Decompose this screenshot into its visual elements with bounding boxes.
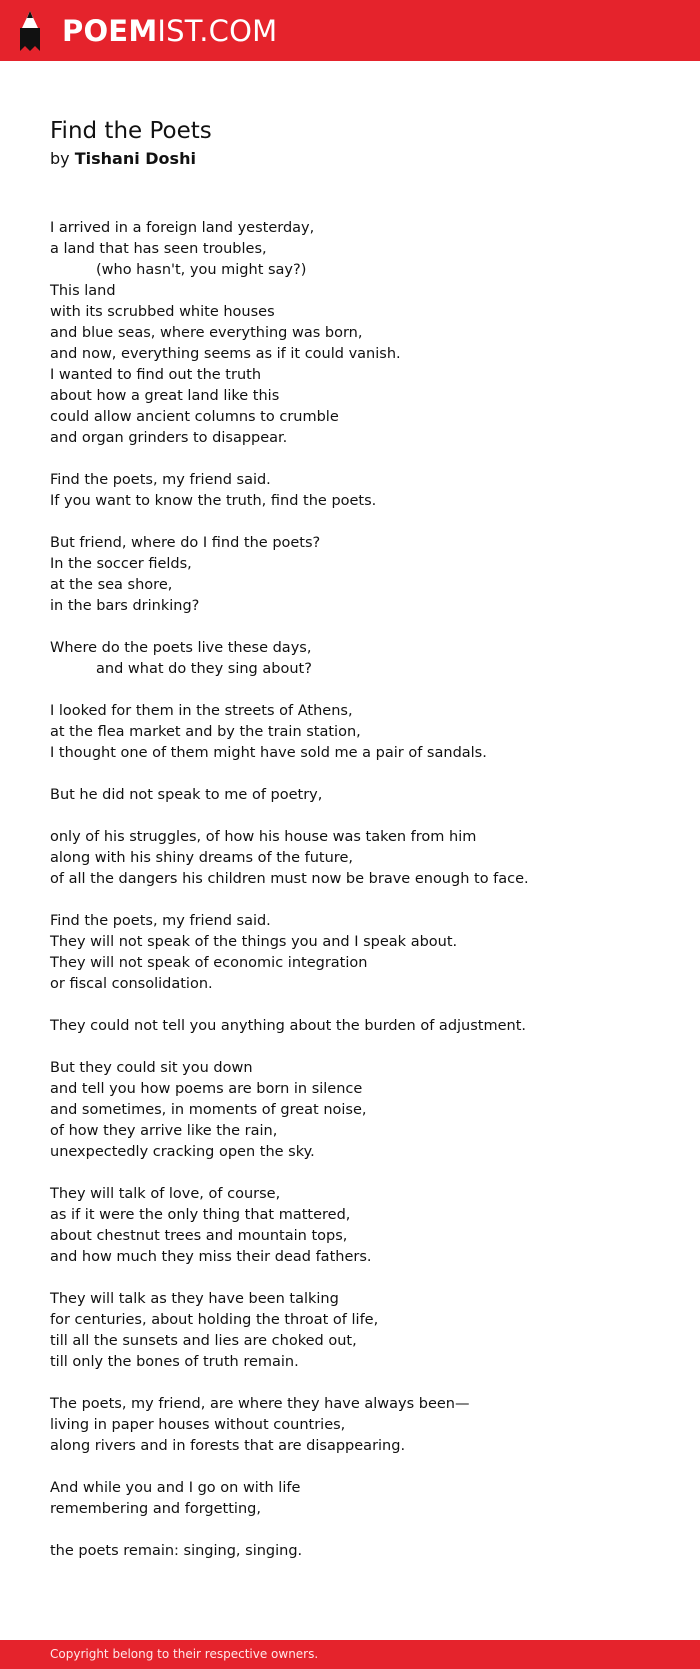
poem-line: and how much they miss their dead fathers. [50, 1249, 372, 1265]
poem-byline [50, 148, 196, 170]
poem-line: with its scrubbed white houses [50, 304, 275, 320]
poem-line: They could not tell you anything about the burden of adjustment. [50, 1018, 527, 1034]
stanza-break [50, 1268, 670, 1289]
poem-line: along rivers and in forests that are disappearing. [50, 1438, 406, 1454]
by-label: by [50, 149, 70, 168]
stanza-break [50, 1457, 670, 1478]
stanza-break [50, 617, 670, 638]
poem-line: or fiscal consolidation. [50, 976, 213, 992]
poem-line: living in paper houses without countries, [50, 1417, 346, 1433]
poem-title: Find the Poets [50, 118, 212, 144]
poem-line: I thought one of them might have sold me a pair of sandals. [50, 745, 487, 761]
poem-line: at the flea market and by the train station, [50, 724, 361, 740]
poem-line: I arrived in a foreign land yesterday, [50, 220, 315, 236]
poem-line: and tell you how poems are born in silence [50, 1081, 363, 1097]
poem-line: The poets, my friend, are where they have always been— [50, 1396, 470, 1412]
poem-line: They will not speak of economic integration [50, 955, 368, 971]
poem-line: for centuries, about holding the throat of life, [50, 1312, 379, 1328]
poem-author: Tishani Doshi [74, 149, 196, 168]
poem-line: remembering and forgetting, [50, 1501, 261, 1517]
poem-line: along with his shiny dreams of the future, [50, 850, 353, 866]
poem-line: and now, everything seems as if it could vanish. [50, 346, 401, 362]
stanza-break [50, 449, 670, 470]
poem-line: They will not speak of the things you and I speak about. [50, 934, 458, 950]
poem-line: In the soccer fields, [50, 556, 192, 572]
stanza-break [50, 1163, 670, 1184]
poem-line: as if it were the only thing that mattered, [50, 1207, 351, 1223]
stanza-break [50, 890, 670, 911]
poem-line: till all the sunsets and lies are choked out, [50, 1333, 357, 1349]
poem-line: and blue seas, where everything was born, [50, 325, 363, 341]
poem-line: And while you and I go on with life [50, 1480, 301, 1496]
site-logo[interactable] [62, 11, 277, 51]
poem-line: This land [50, 283, 116, 299]
poem-line: unexpectedly cracking open the sky. [50, 1144, 315, 1160]
poem-line: I wanted to find out the truth [50, 367, 262, 383]
poem-line: They will talk as they have been talking [50, 1291, 339, 1307]
poem-line: Find the poets, my friend said. [50, 913, 271, 929]
poem-line: at the sea shore, [50, 577, 173, 593]
logo-light-text: IST.COM [157, 14, 278, 48]
poem-line: If you want to know the truth, find the poets. [50, 493, 377, 509]
poem-body [50, 218, 670, 1562]
site-header [0, 0, 700, 61]
poem-line: They will talk of love, of course, [50, 1186, 281, 1202]
site-footer [0, 1640, 700, 1669]
logo-bold-text: POEM [62, 14, 158, 48]
poem-line: I looked for them in the streets of Athens, [50, 703, 353, 719]
poem-line: But they could sit you down [50, 1060, 253, 1076]
poem-line: and sometimes, in moments of great noise, [50, 1102, 367, 1118]
poem-line: Where do the poets live these days, [50, 640, 312, 656]
stanza-break [50, 806, 670, 827]
stanza-break [50, 1520, 670, 1541]
stanza-break [50, 680, 670, 701]
poem-line: a land that has seen troubles, [50, 241, 267, 257]
poem-line: about chestnut trees and mountain tops, [50, 1228, 348, 1244]
stanza-break [50, 512, 670, 533]
poem-line: and what do they sing about? [96, 661, 312, 677]
stanza-break [50, 1373, 670, 1394]
poem-line: about how a great land like this [50, 388, 280, 404]
poem-line: of how they arrive like the rain, [50, 1123, 278, 1139]
poem-line: But he did not speak to me of poetry, [50, 787, 323, 803]
pencil-icon[interactable] [17, 10, 43, 52]
poem-line: only of his struggles, of how his house was taken from him [50, 829, 477, 845]
poem-line: of all the dangers his children must now be brave enough to face. [50, 871, 529, 887]
poem-line: (who hasn't, you might say?) [96, 262, 307, 278]
stanza-break [50, 764, 670, 785]
poem-line: But friend, where do I find the poets? [50, 535, 321, 551]
poem-line: in the bars drinking? [50, 598, 200, 614]
poem-line: Find the poets, my friend said. [50, 472, 271, 488]
stanza-break [50, 1037, 670, 1058]
stanza-break [50, 995, 670, 1016]
poem-line: could allow ancient columns to crumble [50, 409, 339, 425]
poem-line: the poets remain: singing, singing. [50, 1543, 303, 1559]
footer-copyright: Copyright belong to their respective owners. [50, 1647, 319, 1661]
poem-line: and organ grinders to disappear. [50, 430, 288, 446]
poem-line: till only the bones of truth remain. [50, 1354, 299, 1370]
